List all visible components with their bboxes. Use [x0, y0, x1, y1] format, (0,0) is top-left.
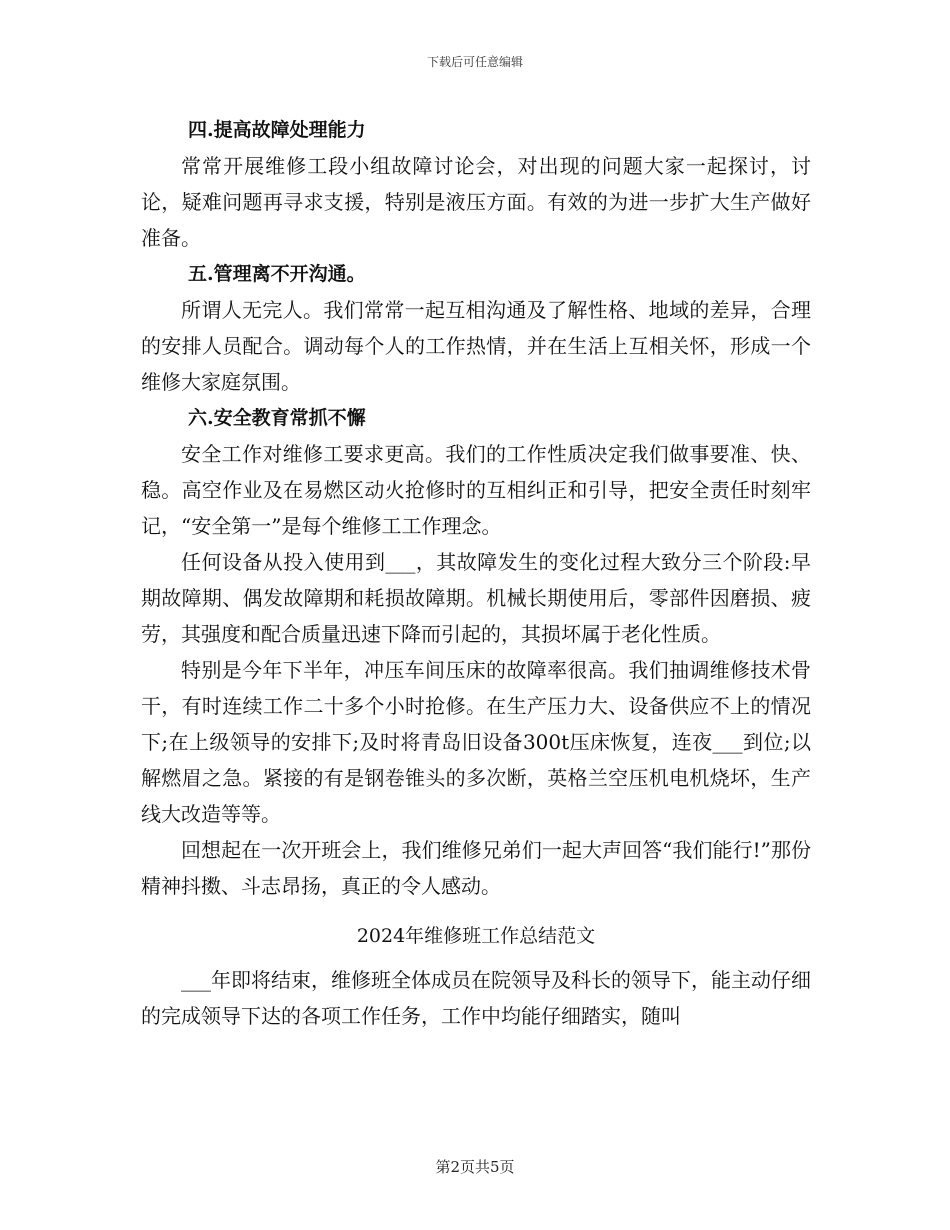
page-header-note: 下载后可任意编辑 [426, 55, 523, 69]
page-number: 第2页共5页 [435, 1158, 515, 1176]
body-paragraph: 特别是今年下半年，冲压车间压床的故障率很高。我们抽调维修技术骨干，有时连续工作二十多个小时抢修。在生产压力大、设备供应不上的情况下;在上级领导的安排下;及时将青岛旧设备300t压床恢复，连夜___到位;以解燃眉之急。紧接的有是钢卷锥头的多次断，英格兰空压机电机烧坏，生产线大改造等等。 [141, 658, 811, 826]
body-paragraph: ___年即将结束，维修班全体成员在院领导及科长的领导下，能主动仔细的完成领导下达的各项工作任务，工作中均能仔细踏实，随叫 [141, 968, 811, 1028]
body-paragraph: 安全工作对维修工要求更高。我们的工作性质决定我们做事要准、快、稳。高空作业及在易燃区动火抢修时的互相纠正和引导，把安全责任时刻牢记，“安全第一”是每个维修工工作理念。 [141, 442, 811, 538]
section-heading: 六.安全教育常抓不懈 [188, 407, 366, 429]
document-body [141, 112, 811, 1034]
document-title: 2024年维修班工作总结范文 [356, 925, 596, 947]
body-paragraph: 任何设备从投入使用到___，其故障发生的变化过程大致分三个阶段:早期故障期、偶发故障期和耗损故障期。机械长期使用后，零部件因磨损、疲劳，其强度和配合质量迅速下降而引起的，其损坏属于老化性质。 [141, 550, 811, 646]
section-heading: 五.管理离不开沟通。 [188, 263, 366, 285]
body-paragraph: 常常开展维修工段小组故障讨论会，对出现的问题大家一起探讨，讨论，疑难问题再寻求支援，特别是液压方面。有效的为进一步扩大生产做好准备。 [141, 154, 811, 250]
body-paragraph: 所谓人无完人。我们常常一起互相沟通及了解性格、地域的差异，合理的安排人员配合。调动每个人的工作热情，并在生活上互相关怀，形成一个维修大家庭氛围。 [141, 298, 811, 394]
body-paragraph: 回想起在一次开班会上，我们维修兄弟们一起大声回答“我们能行!”那份精神抖擞、斗志昂扬，真正的令人感动。 [141, 838, 811, 898]
section-heading: 四.提高故障处理能力 [188, 119, 366, 141]
